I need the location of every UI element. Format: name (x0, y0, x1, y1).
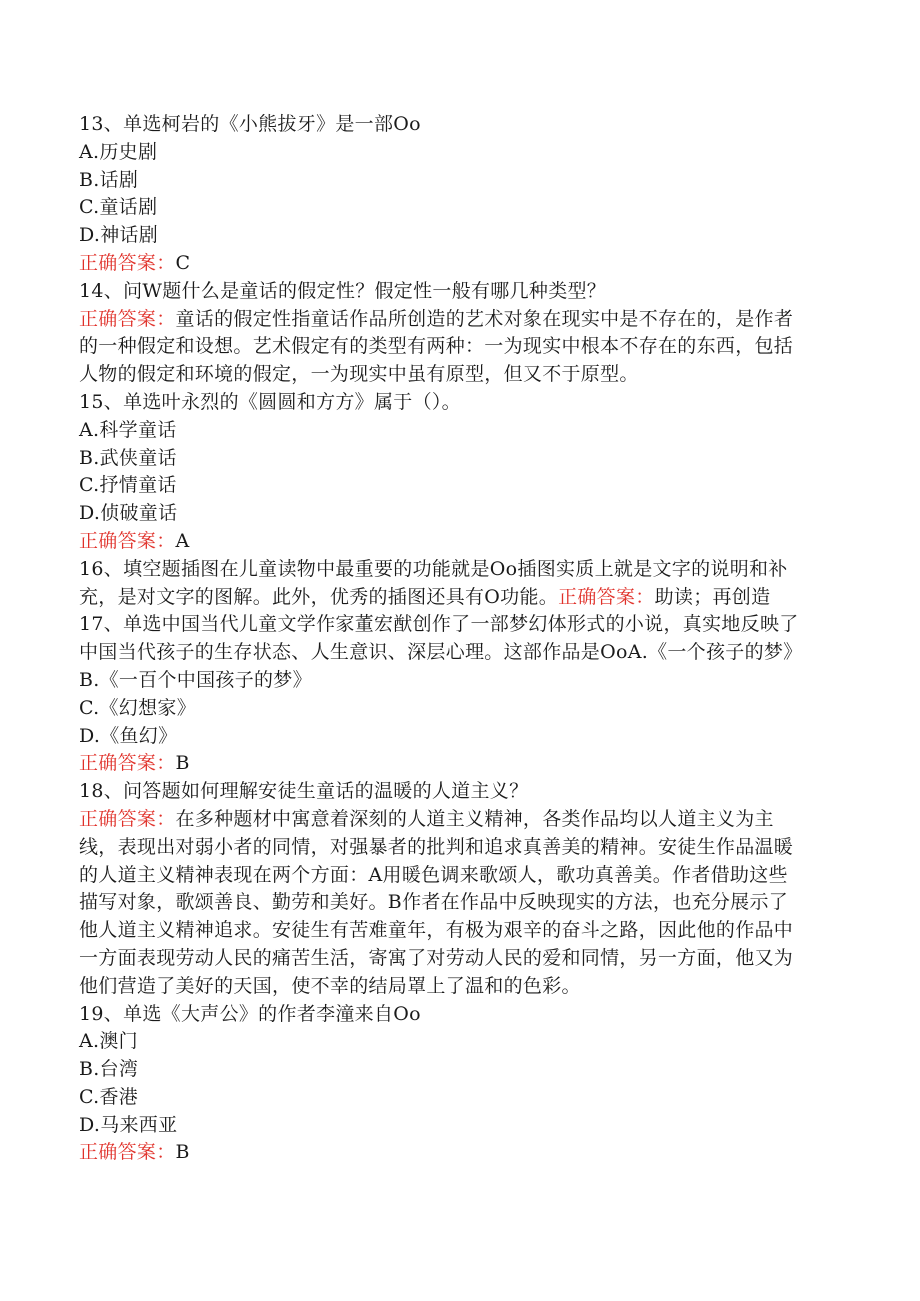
question-13-option-b: B.话剧 (79, 168, 139, 191)
question-17-option-d: D.《鱼幻》 (79, 724, 178, 747)
question-18-answer (79, 806, 839, 834)
question-15-option-a: A.科学童话 (79, 418, 177, 441)
question-19-answer (79, 1139, 839, 1167)
answer-label: 正确答案： (79, 752, 176, 775)
answer-text-line: 一方面表现劳动人民的痛苦生活，寄寓了对劳动人民的爱和同情，另一方面，他又为 (79, 946, 794, 969)
answer-text-line: 的人道主义精神表现在两个方面：A用暖色调来歌颂人，歌功真善美。作者借助这些 (79, 863, 788, 886)
question-13-stem: 13、单选柯岩的《小熊拔牙》是一部Oo (79, 113, 421, 135)
question-19-option-d: D.马来西亚 (79, 1113, 178, 1136)
answer-text-line: 描写对象，歌颂善良、勤劳和美好。B作者在作品中反映现实的方法，也充分展示了 (79, 891, 789, 914)
answer-text-line: 线，表现出对弱小者的同情，对强暴者的批判和追求真善美的精神。安徒生作品温暖 (79, 835, 794, 858)
question-list (79, 111, 839, 1167)
question-13-option-d: D.神话剧 (79, 224, 159, 247)
question-14-stem: 14、问W题什么是童话的假定性？假定性一般有哪几种类型？ (79, 279, 607, 302)
question-19-option-c: C.香港 (79, 1085, 139, 1108)
answer-label: 正确答案： (79, 251, 176, 274)
question-17-option-b: B.《一百个中国孩子的梦》 (79, 668, 312, 691)
question-17-answer (79, 750, 839, 778)
question-19-option-b: B.台湾 (79, 1058, 139, 1081)
question-15-option-c: C.抒情童话 (79, 474, 177, 497)
answer-value: C (175, 251, 191, 274)
answer-text-line: 的一种假定和设想。艺术假定有的类型有两种：一为现实中根本不存在的东西，包括 (79, 335, 794, 358)
question-15-option-b: B.武侠童话 (79, 446, 177, 469)
answer-label: 正确答案： (79, 1141, 176, 1164)
question-15-option-d: D.侦破童话 (79, 502, 178, 525)
answer-value: 助读；再创造 (654, 585, 771, 608)
answer-text-line: 他们营造了美好的天国，使不幸的结局罩上了温和的色彩。 (79, 974, 581, 997)
question-17-stem: 17、单选中国当代儿童文学作家董宏猷创作了一部梦幻体形式的小说，真实地反映了 (79, 613, 799, 636)
answer-label: 正确答案： (558, 585, 655, 608)
answer-value: B (175, 1141, 190, 1164)
answer-text: 在多种题材中寓意着深刻的人道主义精神，各类作品均以人道主义为主 (175, 807, 774, 830)
answer-label: 正确答案： (79, 807, 176, 830)
question-13-answer (79, 250, 839, 278)
answer-value: B (175, 752, 190, 775)
answer-text-line: 他人道主义精神追求。安徒生有苦难童年，有极为艰辛的奋斗之路，因此他的作品中 (79, 919, 794, 942)
question-19-stem: 19、单选《大声公》的作者李潼来自Oo (79, 1002, 421, 1025)
question-13-option-a: A.历史剧 (79, 140, 158, 163)
question-15-stem: 15、单选叶永烈的《圆圆和方方》属于（）。 (79, 390, 461, 413)
answer-label: 正确答案： (79, 529, 176, 552)
question-14-answer (79, 306, 839, 334)
question-16-stem-continued (79, 584, 839, 612)
answer-value: A (175, 529, 190, 552)
question-17-option-c: C.《幻想家》 (79, 696, 197, 719)
question-16-stem: 16、填空题插图在儿童读物中最重要的功能就是Oo插图实质上就是文字的说明和补 (79, 557, 788, 580)
question-18-stem: 18、问答题如何理解安徒生童话的温暖的人道主义？ (79, 780, 529, 803)
answer-text-line: 人物的假定和环境的假定，一为现实中虽有原型，但又不于原型。 (79, 363, 639, 386)
question-15-answer (79, 528, 839, 556)
question-19-option-a: A.澳门 (79, 1030, 138, 1053)
answer-label: 正确答案： (79, 307, 176, 330)
answer-text: 童话的假定性指童话作品所创造的艺术对象在现实中是不存在的，是作者 (175, 307, 794, 330)
question-17-stem-continued: 中国当代孩子的生存状态、人生意识、深层心理。这部作品是OoA.《一个孩子的梦》 (79, 641, 803, 664)
question-13-option-c: C.童话剧 (79, 196, 158, 219)
question-16-text: 充，是对文字的图解。此外，优秀的插图还具有O功能。 (79, 585, 559, 608)
